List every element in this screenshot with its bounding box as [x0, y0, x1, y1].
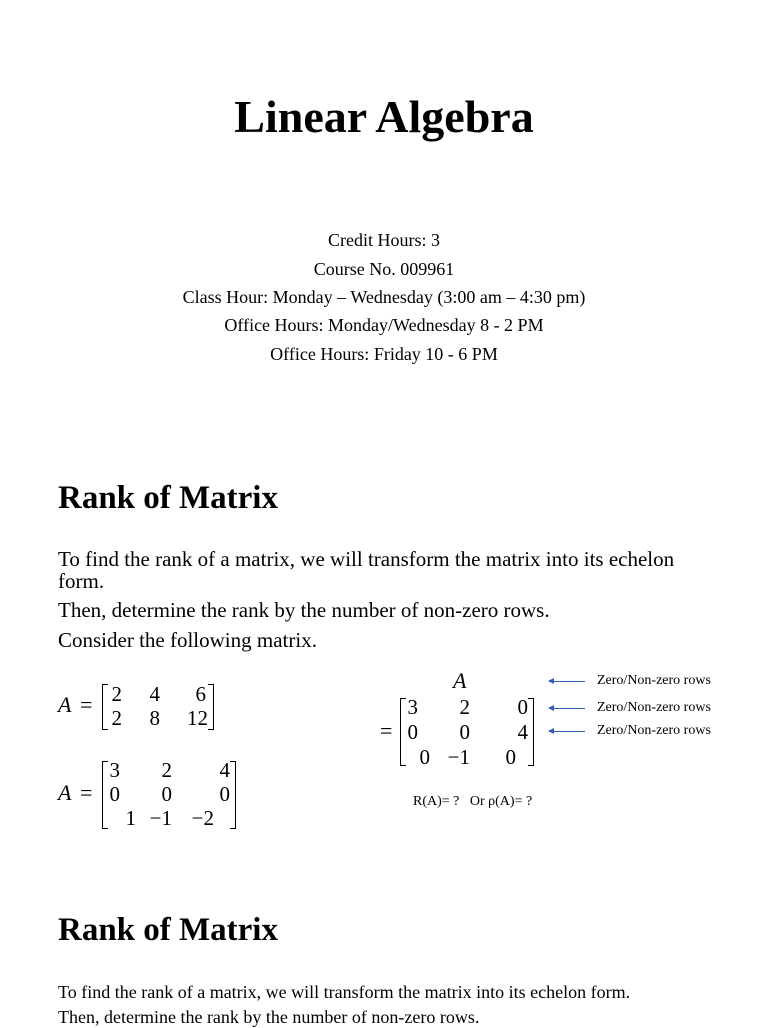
matrix-cell: 2 — [459, 695, 470, 719]
matrix-cell: 2 — [111, 682, 122, 706]
matrix-cell: 3 — [109, 758, 120, 782]
matrix-cell: 2 — [161, 758, 172, 782]
matrix-cell: 0 — [517, 695, 528, 719]
office-hours-mon-wed: Office Hours: Monday/Wednesday 8 - 2 PM — [224, 315, 544, 335]
row-note: Zero/Non-zero rows — [597, 673, 711, 688]
rank-question: R(A)= ? Or ρ(A)= ? — [413, 794, 533, 809]
matrix-cell: 0 — [459, 720, 470, 744]
arrow-left-icon — [549, 681, 585, 682]
row-note: Zero/Non-zero rows — [597, 723, 711, 738]
matrix-a-echelon — [378, 668, 548, 772]
matrix-label: A — [58, 692, 72, 717]
matrix-cell: 0 — [219, 782, 230, 806]
row-note: Zero/Non-zero rows — [597, 700, 711, 715]
matrix-cell: −2 — [191, 806, 214, 830]
intro-paragraph-2: To find the rank of a matrix, we will transform the matrix into its echelon form. — [58, 982, 631, 1002]
equals-sign: = — [80, 692, 93, 717]
matrix-cell: 0 — [505, 745, 516, 769]
matrix-cell: 8 — [149, 706, 160, 730]
right-bracket — [230, 761, 236, 829]
class-hour: Class Hour: Monday – Wednesday (3:00 am – 4:30 pm) — [182, 287, 586, 307]
matrix-cell: 2 — [111, 706, 122, 730]
right-bracket — [208, 684, 214, 730]
matrix-cell: 0 — [161, 782, 172, 806]
matrix-cell: 6 — [195, 682, 206, 706]
matrix-cell: −1 — [149, 806, 172, 830]
matrix-cell: 3 — [407, 695, 418, 719]
arrow-left-icon — [549, 731, 585, 732]
office-hours-friday: Office Hours: Friday 10 - 6 PM — [270, 344, 498, 364]
document-title: Linear Algebra — [234, 91, 534, 142]
credit-hours: Credit Hours: 3 — [328, 230, 440, 250]
matrix-cell: 0 — [419, 745, 430, 769]
equals-sign: = — [80, 780, 93, 805]
matrix-cell: 4 — [517, 720, 528, 744]
matrix-label: A — [453, 668, 467, 693]
matrix-cell: 0 — [407, 720, 418, 744]
intro-paragraph: To find the rank of a matrix, we will transform the matrix into its echelon form. — [58, 547, 675, 593]
matrix-cell: 12 — [187, 706, 208, 730]
matrix-cell: −1 — [447, 745, 470, 769]
section-heading-rank-of-matrix: Rank of Matrix — [58, 480, 278, 516]
section-heading-rank-of-matrix-2: Rank of Matrix — [58, 912, 278, 948]
matrix-a-3x3 — [58, 758, 248, 832]
matrix-a-2x3 — [58, 682, 228, 734]
rank-method-paragraph-2: Then, determine the rank by the number of non-zero rows. — [58, 1007, 480, 1027]
rank-method-paragraph: Then, determine the rank by the number of non-zero rows. — [58, 598, 550, 622]
matrix-cell: 4 — [149, 682, 160, 706]
course-number: Course No. 009961 — [313, 259, 455, 279]
matrix-cell: 4 — [219, 758, 230, 782]
arrow-left-icon — [549, 708, 585, 709]
matrix-label: A — [58, 780, 72, 805]
equals-sign: = — [380, 718, 393, 743]
consider-paragraph: Consider the following matrix. — [58, 628, 317, 652]
matrix-cell: 1 — [125, 806, 136, 830]
matrix-cell: 0 — [109, 782, 120, 806]
right-bracket — [528, 698, 534, 766]
